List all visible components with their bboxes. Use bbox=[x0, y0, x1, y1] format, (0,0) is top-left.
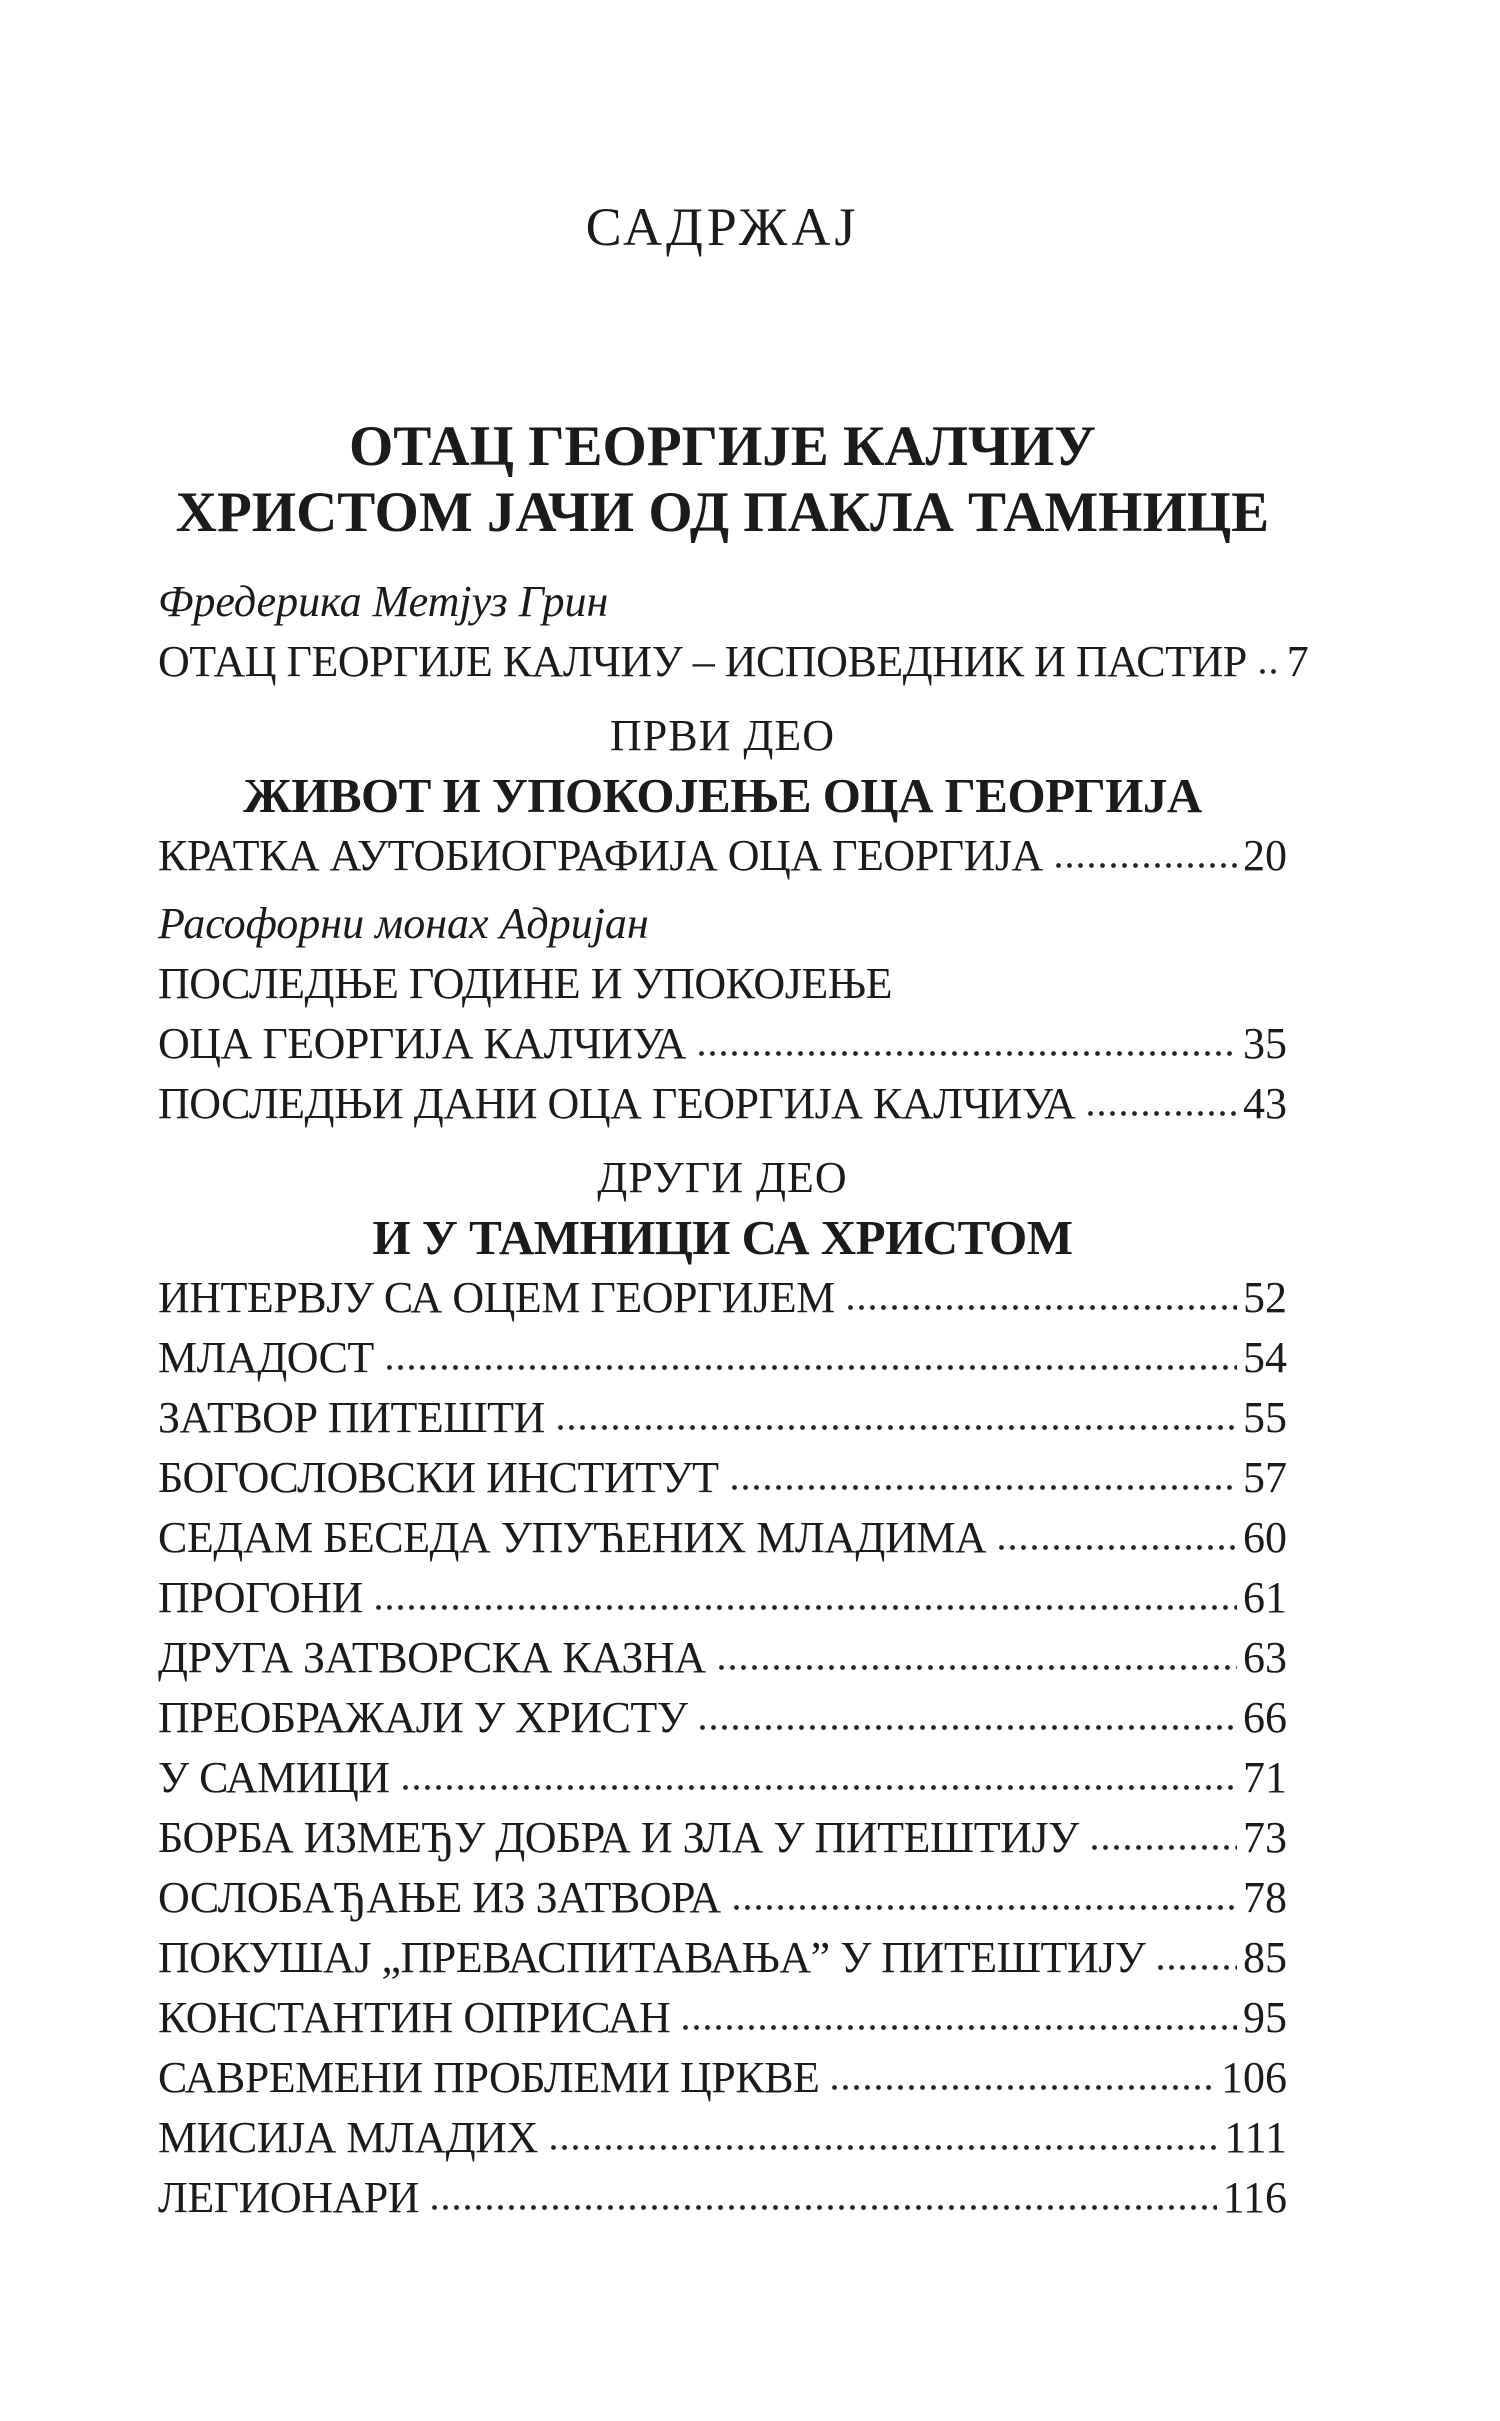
toc-entry bbox=[158, 2108, 1287, 2168]
toc-entry bbox=[158, 1988, 1287, 2048]
toc-entry-text: БОРБА ИЗМЕЂУ ДОБРА И ЗЛА У ПИТЕШТИЈУ bbox=[158, 1813, 1079, 1862]
dot-leader bbox=[1053, 861, 1237, 870]
toc-part-kicker: ДРУГИ ДЕО bbox=[597, 1153, 848, 1202]
page-number: 55 bbox=[1243, 1393, 1287, 1442]
dot-leader bbox=[400, 1783, 1237, 1792]
toc-entry-text: ДРУГА ЗАТВОРСКА КАЗНА bbox=[158, 1633, 706, 1682]
toc-entry-text: САВРЕМЕНИ ПРОБЛЕМИ ЦРКВЕ bbox=[158, 2053, 820, 2102]
toc-entry-text: ИНТЕРВЈУ СА ОЦЕМ ГЕОРГИЈЕМ bbox=[158, 1273, 835, 1322]
dot-leader bbox=[384, 1363, 1237, 1372]
toc-entry bbox=[158, 954, 1287, 1014]
dot-leader bbox=[555, 1423, 1237, 1432]
page-number: 85 bbox=[1243, 1933, 1287, 1982]
dot-leader bbox=[729, 1483, 1237, 1492]
page-number: 35 bbox=[1243, 1019, 1287, 1068]
page-number: 57 bbox=[1243, 1453, 1287, 1502]
toc-entry bbox=[158, 1688, 1287, 1748]
page-number: 111 bbox=[1224, 2113, 1287, 2162]
contents-title: САДРЖАЈ bbox=[585, 197, 860, 257]
toc-part-title: ЖИВОТ И УПОКОЈЕЊЕ ОЦА ГЕОРГИЈА bbox=[243, 768, 1202, 823]
page-number: 54 bbox=[1243, 1333, 1287, 1382]
toc-entry-text: КРАТКА АУТОБИОГРАФИЈА ОЦА ГЕОРГИЈА bbox=[158, 831, 1043, 880]
content-block bbox=[158, 0, 1309, 2228]
toc-entry-text: ПРОГОНИ bbox=[158, 1573, 363, 1622]
toc-entry-text: ПРЕОБРАЖАЈИ У ХРИСТУ bbox=[158, 1693, 688, 1742]
page-number: 78 bbox=[1243, 1873, 1287, 1922]
dot-leader bbox=[373, 1603, 1237, 1612]
page-number: 95 bbox=[1243, 1993, 1287, 2042]
dot-leader bbox=[996, 1543, 1237, 1552]
toc-part-kicker: ПРВИ ДЕО bbox=[609, 711, 836, 760]
toc-entry bbox=[158, 1074, 1287, 1134]
toc-entry bbox=[158, 826, 1287, 886]
toc-entry-text: ЗАТВОР ПИТЕШТИ bbox=[158, 1393, 545, 1442]
toc-entry-text: БОГОСЛОВСКИ ИНСТИТУТ bbox=[158, 1453, 719, 1502]
toc-entry-text: СЕДАМ БЕСЕДА УПУЋЕНИХ МЛАДИМА bbox=[158, 1513, 987, 1562]
dot-leader bbox=[548, 2143, 1219, 2152]
toc-entry bbox=[158, 1628, 1287, 1688]
toc-part-title: И У ТАМНИЦИ СА ХРИСТОМ bbox=[372, 1210, 1073, 1265]
page-number: 7 bbox=[1286, 637, 1309, 686]
toc-entry bbox=[158, 1748, 1287, 1808]
toc-entry bbox=[158, 1808, 1287, 1868]
toc-entry bbox=[158, 1508, 1287, 1568]
page-number: 20 bbox=[1243, 831, 1287, 880]
dot-leader bbox=[696, 1049, 1237, 1058]
dot-leader bbox=[1085, 1109, 1237, 1118]
toc-author bbox=[158, 894, 1287, 954]
page-number: 52 bbox=[1243, 1273, 1287, 1322]
book-title-line2: ХРИСТОМ ЈАЧИ ОД ПАКЛА ТАМНИЦЕ bbox=[175, 481, 1270, 544]
toc-entry-text: ПОСЛЕДЊЕ ГОДИНЕ И УПОКОЈЕЊЕ bbox=[158, 959, 892, 1008]
toc-entry bbox=[158, 1568, 1287, 1628]
toc-entry-text: МИСИЈА МЛАДИХ bbox=[158, 2113, 538, 2162]
book-header bbox=[158, 414, 1287, 546]
toc-entry-text: У САМИЦИ bbox=[158, 1753, 390, 1802]
toc-entry-text: ПОКУШАЈ „ПРЕВАСПИТАВАЊА” У ПИТЕШТИЈУ bbox=[158, 1933, 1146, 1982]
toc-entry bbox=[158, 1268, 1287, 1328]
dot-leader bbox=[680, 2023, 1237, 2032]
toc-entry-text: ЛЕГИОНАРИ bbox=[158, 2173, 420, 2222]
toc-entry-text: КОНСТАНТИН ОПРИСАН bbox=[158, 1993, 671, 2042]
toc-author-text: Фредерика Метјуз Грин bbox=[158, 577, 609, 626]
toc-entry bbox=[158, 1388, 1287, 1448]
toc-entry-text: ОСЛОБАЂАЊЕ ИЗ ЗАТВОРА bbox=[158, 1873, 721, 1922]
page-number: 60 bbox=[1243, 1513, 1287, 1562]
page-number: 73 bbox=[1243, 1813, 1287, 1862]
toc-entry-text: МЛАДОСТ bbox=[158, 1333, 374, 1382]
page-number: 43 bbox=[1243, 1079, 1287, 1128]
toc-entry bbox=[158, 1448, 1287, 1508]
page-number: 106 bbox=[1221, 2053, 1287, 2102]
page-number: 66 bbox=[1243, 1693, 1287, 1742]
toc-entry bbox=[158, 2168, 1287, 2228]
dot-leader bbox=[716, 1663, 1237, 1672]
toc-part bbox=[158, 706, 1287, 826]
toc-entry bbox=[158, 1928, 1287, 1988]
toc-entry bbox=[158, 1014, 1287, 1074]
toc-entry-text: ОТАЦ ГЕОРГИЈЕ КАЛЧИУ – ИСПОВЕДНИК И ПАСТИР bbox=[158, 637, 1247, 686]
dot-leader bbox=[829, 2083, 1215, 2092]
toc-entry bbox=[158, 1868, 1287, 1928]
toc-author bbox=[158, 572, 1287, 632]
page-number: 63 bbox=[1243, 1633, 1287, 1682]
page-number: 71 bbox=[1243, 1753, 1287, 1802]
toc-entry-text: ПОСЛЕДЊИ ДАНИ ОЦА ГЕОРГИЈА КАЛЧИУА bbox=[158, 1079, 1076, 1128]
page-number: 116 bbox=[1222, 2173, 1287, 2222]
toc-part bbox=[158, 1148, 1287, 1268]
dot-leader bbox=[731, 1903, 1237, 1912]
dot-leader bbox=[429, 2203, 1217, 2212]
dot-leader bbox=[1257, 667, 1281, 676]
dot-leader bbox=[1089, 1843, 1237, 1852]
toc-entry bbox=[158, 1328, 1287, 1388]
page-number: 61 bbox=[1243, 1573, 1287, 1622]
dot-leader bbox=[845, 1303, 1237, 1312]
dot-leader bbox=[1155, 1963, 1237, 1972]
toc-entry bbox=[158, 2048, 1287, 2108]
toc-author-text: Расофорни монах Адријан bbox=[158, 899, 649, 948]
toc-entry-text: ОЦА ГЕОРГИЈА КАЛЧИУА bbox=[158, 1019, 686, 1068]
book-title-line1: ОТАЦ ГЕОРГИЈЕ КАЛЧИУ bbox=[348, 415, 1097, 478]
toc-list bbox=[158, 572, 1309, 2228]
dot-leader bbox=[697, 1723, 1237, 1732]
toc-entry bbox=[158, 632, 1309, 692]
